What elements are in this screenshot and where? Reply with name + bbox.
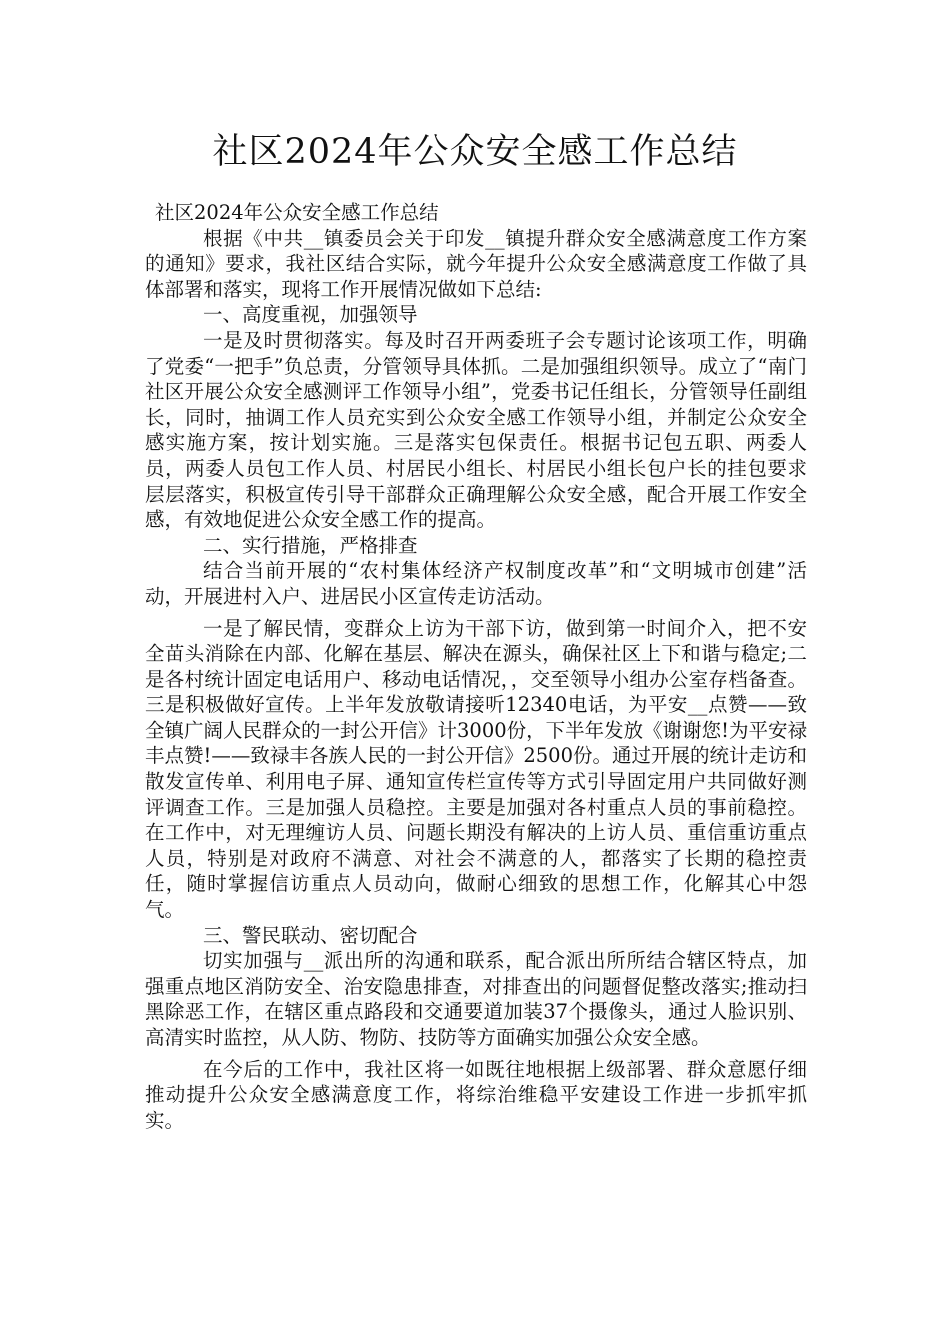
- section-3-paragraph: 切实加强与__派出所的沟通和联系，配合派出所所结合辖区特点，加强重点地区消防安全、治安隐患排查，对排查出的问题督促整改落实;推动扫黑除恶工作，在辖区重点路段和交通要道加装37个摄像头，通过人脸识别、高清实时监控，从人防、物防、技防等方面确实加强公众安全感。: [145, 949, 807, 1049]
- subtitle-paragraph: 社区2024年公众安全感工作总结: [155, 201, 439, 224]
- section-heading-1: 一、高度重视，加强领导: [203, 303, 418, 327]
- section-1-paragraph: 一是及时贯彻落实。每及时召开两委班子会专题讨论该项工作，明确了党委“一把手”负总责，分管领导具体抓。二是加强组织领导。成立了“南门社区开展公众安全感测评工作领导小组”，党委书记任组长，分管领导任副组长，同时，抽调工作人员充实到公众安全感工作领导小组，并制定公众安全感实施方案，按计划实施。三是落实包保责任。根据书记包五职、两委人员，两委人员包工作人员、村居民小组长、村居民小组长包户长的挂包要求层层落实，积极宣传引导干部群众正确理解公众安全感，配合开展工作安全感，有效地促进公众安全感工作的提高。: [145, 328, 807, 532]
- intro-paragraph: 根据《中共__镇委员会关于印发__镇提升群众安全感满意度工作方案的通知》要求，我社区结合实际，就今年提升公众安全感满意度工作做了具体部署和落实，现将工作开展情况做如下总结:: [145, 226, 807, 301]
- closing-paragraph: 在今后的工作中，我社区将一如既往地根据上级部署、群众意愿仔细推动提升公众安全感满意度工作，将综治维稳平安建设工作进一步抓牢抓实。: [145, 1057, 807, 1132]
- document-title: 社区2024年公众安全感工作总结: [212, 132, 738, 172]
- document-body: [145, 200, 807, 1133]
- section-2-intro-paragraph: 结合当前开展的“农村集体经济产权制度改革”和“文明城市创建”活动，开展进村入户、进居民小区宣传走访活动。: [145, 559, 807, 608]
- section-heading-3: 三、警民联动、密切配合: [203, 923, 418, 947]
- section-heading-2: 二、实行措施，严格排查: [203, 533, 418, 557]
- section-2-paragraph: 一是了解民情，变群众上访为干部下访，做到第一时间介入，把不安全苗头消除在内部、化解在基层、解决在源头，确保社区上下和谐与稳定;二是各村统计固定电话用户、移动电话情况，，交至领导小组办公室存档备查。三是积极做好宣传。上半年发放敬请接听12340电话，为平安__点赞——致全镇广阔人民群众的一封公开信》计3000份，下半年发放《谢谢您!为平安禄丰点赞!——致禄丰各族人民的一封公开信》2500份。通过开展的统计走访和散发宣传单、利用电子屏、通知宣传栏宣传等方式引导固定用户共同做好测评调查工作。三是加强人员稳控。主要是加强对各村重点人员的事前稳控。在工作中，对无理缠访人员、问题长期没有解决的上访人员、重信重访重点人员，特别是对政府不满意、对社会不满意的人，都落实了长期的稳控责任，随时掌握信访重点人员动向，做耐心细致的思想工作，化解其心中怨气。: [145, 616, 807, 922]
